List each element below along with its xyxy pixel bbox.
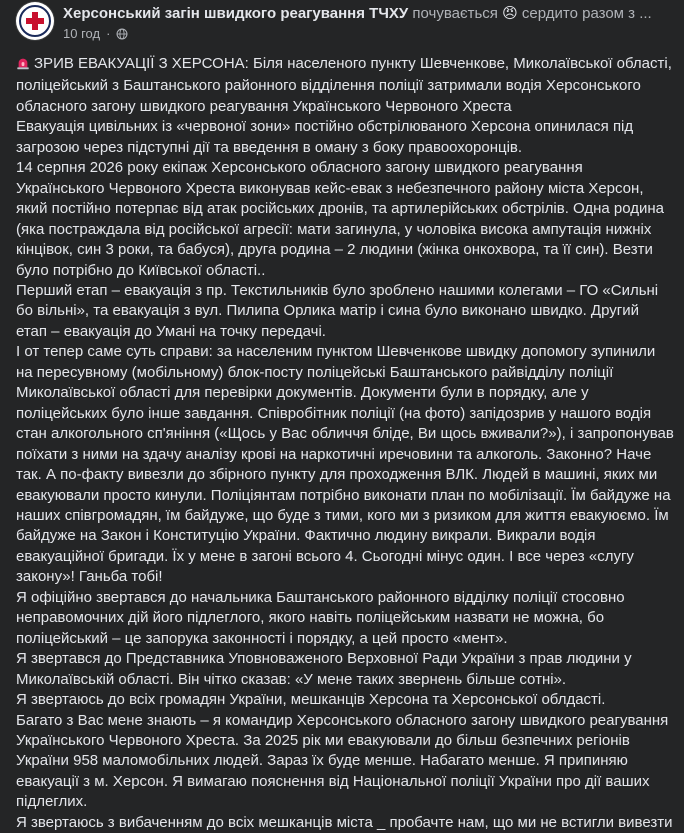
post-paragraph: І от тепер саме суть справи: за населеним пунктом Шевченкове швидку допомогу зупинили на пересувному (мобільному) блок-посту поліцейські Баштанського райвідділу поліції Миколаївської області для перевірки документів. Документи були в порядку, але у поліцейських було інше завдання. Співробітник поліції (на фото) запідозрив у нашого водія стан алкогольного сп'яніння («Щось у Вас обличчя бліде, Ви щось вживали?»), і запропонував поїхати з ними на здачу аналізу крові на наркотичні иречовини та алкоголь. Законно? Наче так. А по-факту вивезли до збірного пункту для проходження ВЛК. Людей в машині, яких ми евакуювали просто кинули. Поліціянтам потрібно виконати план по мобілізації. Їм байдуже на наших співгромадян, їм байдуже, що буде з тими, кого ми з ризиком для життя евакуюємо. Їм байдуже на Закон і Конституцію України. Фактично людину викрали. Викрали водія евакуаційної бригади. Їх у мене в загоні всього 4. Сьогодні мінус один. І все через «слугу закону»! Ганьба тобі!: [16, 343, 674, 586]
feeling-verb: почувається: [412, 5, 498, 22]
post-paragraph: Я звертаюсь з вибаченням до всіх мешканців міста _ пробачте нам, що ми не встигли вивезти: [16, 813, 673, 831]
globe-icon[interactable]: [116, 28, 128, 40]
post-meta: [63, 26, 128, 42]
red-cross-icon: [25, 11, 45, 31]
page-name-link[interactable]: Херсонський загін швидкого реагування ТЧХУ: [63, 5, 409, 22]
siren-icon: [16, 56, 30, 76]
feeling-label: сердито разом з ...: [521, 5, 652, 22]
post-text: [16, 54, 674, 833]
paragraph-text: ЗРИВ ЕВАКУАЦІЇ З ХЕРСОНА: Біля населеного пункту Шевченкове, Миколаївської області, поліцейський з Баштанського районного відділення поліції затримали водія Херсонського обласного загону швидкого реагування Українського Червоного Хреста: [16, 55, 672, 115]
post-paragraph: Перший етап – евакуація з пр. Текстильників було зроблено нашими колегами – ГО «Сильні бо вільні», та евакуація з вул. Пилипа Орлика матір і сина було виконано швидко. Другий етап – евакуація до Умані на точку передачі.: [16, 281, 659, 340]
page-avatar[interactable]: [16, 2, 54, 40]
red-cross-logo-icon: [19, 5, 51, 37]
angry-face-emoji-icon: 😠: [502, 5, 518, 22]
post-paragraph: Я звертався до Представника Уповноваженого Верховної Ради України з прав людини у Миколаївській області. Він чітко сказав: «У мене таких звернень більше сотні».: [16, 650, 632, 688]
post-paragraph: Я офіційно звертався до начальника Баштанського районного відділку поліції стосовно неправомочних дій його підлеглого, якого навіть поліцейським назвати не можна, бо поліцейський – це запорука законності і порядку, а цей просто «мент».: [16, 588, 625, 647]
post-header: [16, 0, 674, 52]
post-timestamp[interactable]: 10 год: [63, 26, 101, 41]
post-paragraph: 14 серпня 2026 року екіпаж Херсонського обласного загону швидкого реагування Українського Червоного Хреста виконував кейс-евак з небезпечного району міста Херсон, який постійно потерпає від атак російських дронів, та артилерійських обстрілів. Одна родина (яка постраждала від російської агресії: мати загинула, у чоловіка висока ампутація нижніх кінцівок, син 3 роки, та бабуся), друга родина – 2 людини (жінка онкохвора, та її син). Везти було потрібно до Київської області..: [16, 159, 665, 279]
meta-separator: ·: [106, 26, 111, 41]
post-paragraph: Евакуація цивільних із «червоної зони» постійно обстрілюваного Херсона опинилася під загрозою через підступні дії та введення в оману з боку правоохоронців.: [16, 118, 634, 156]
header-title-line: [63, 5, 652, 23]
post-paragraph: Я звертаюсь до всіх громадян України, мешканців Херсона та Херсонської облдасті.: [16, 691, 606, 709]
post-paragraph: Багато з Вас мене знають – я командир Херсонського обласного загону швидкого реагування Українського Червоного Хреста. За 2025 рік ми евакуювали до більш безпечних регіонів України 958 маломобільних людей. Зараз їх буде менше. Набагато менше. Я припиняю евакуації з м. Херсон. Я вимагаю пояснення від Національної поліції України про дії ваших підлеглих.: [16, 711, 669, 811]
post-paragraph: [16, 54, 674, 117]
